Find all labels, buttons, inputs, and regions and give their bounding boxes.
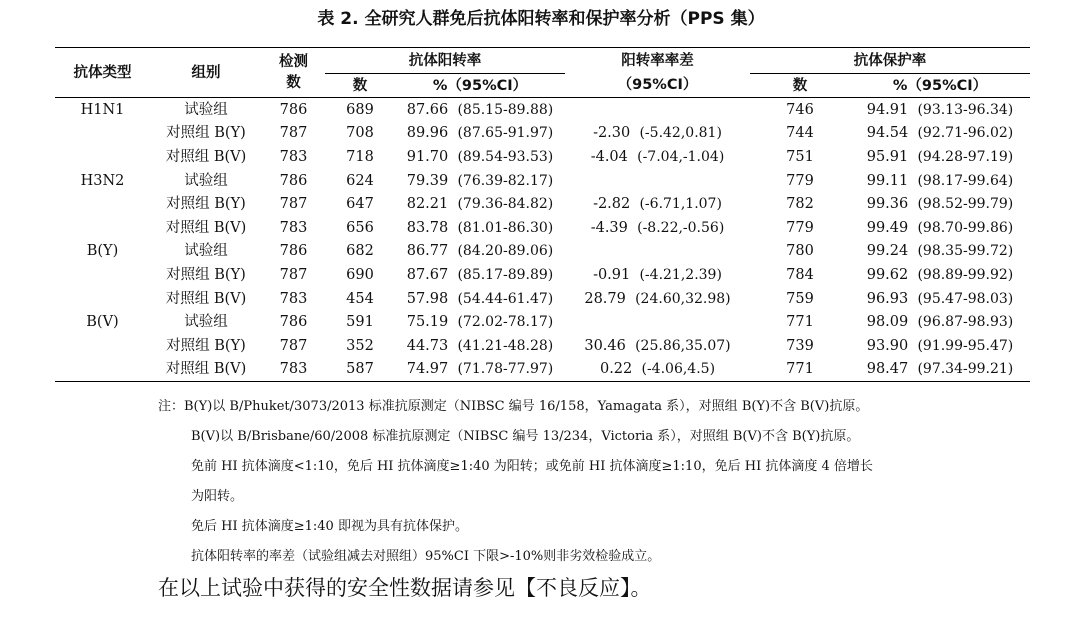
table-row — [55, 192, 1030, 216]
cell-seroconv-pct — [395, 192, 565, 216]
table-row — [55, 263, 1030, 287]
cell-diff-ci: (-4.06,4.5) — [641, 361, 716, 378]
cell-prot-pct-value: 94.91 — [866, 101, 909, 118]
cell-seroconv-pct-ci: (87.65-91.97) — [457, 125, 554, 142]
cell-antibody-type — [55, 192, 150, 216]
cell-seroconv-n: 587 — [325, 358, 395, 382]
cell-seroconv-pct-ci: (85.17-89.89) — [457, 266, 554, 283]
cell-tested: 787 — [279, 266, 308, 283]
cell-seroconv-pct-ci: (72.02-78.17) — [457, 314, 554, 331]
cell-seroconv-pct-ci: (79.36-84.82) — [457, 196, 554, 213]
cell-prot-n: 739 — [786, 337, 814, 354]
cell-prot-n: 779 — [786, 219, 814, 236]
cell-seroconv-pct — [395, 358, 565, 382]
cell-prot-pct — [850, 145, 1030, 169]
cell-seroconv-n: 689 — [346, 101, 374, 118]
cell-prot-pct-value: 99.36 — [866, 196, 909, 213]
cell-seroconv-n: 624 — [346, 172, 374, 189]
cell-seroconv-pct-value: 74.97 — [406, 361, 449, 378]
cell-diff-value: -0.91 — [593, 266, 631, 283]
cell-seroconv-pct-ci: (84.20-89.06) — [457, 243, 554, 260]
cell-group: 试验组 — [184, 172, 228, 189]
cell-seroconv-pct-value: 91.70 — [406, 148, 449, 165]
cell-diff-value: 0.22 — [599, 361, 633, 378]
cell-antibody-type: B(V) — [86, 314, 119, 331]
cell-tested: 787 — [279, 196, 308, 213]
footer-text: 在以上试验中获得的安全性数据请参见【不良反应】。 — [158, 576, 652, 600]
cell-seroconv-pct — [395, 145, 565, 169]
cell-antibody-type — [55, 287, 150, 311]
header-seroconv-pct: %（95%CI） — [395, 74, 565, 98]
table-notes — [158, 392, 873, 572]
cell-group: 对照组 B(V) — [165, 219, 247, 236]
cell-seroconv-pct-ci: (54.44-61.47) — [457, 290, 554, 307]
table-row — [55, 334, 1030, 358]
cell-seroconv-pct — [395, 287, 565, 311]
cell-group: 试验组 — [184, 314, 228, 331]
cell-diff-value: -4.04 — [590, 148, 628, 165]
cell-seroconv-n: 708 — [346, 125, 374, 142]
cell-prot-pct-ci: (96.87-98.93) — [917, 314, 1014, 331]
cell-diff — [565, 122, 750, 146]
cell-diff — [565, 334, 750, 358]
cell-group: 对照组 B(Y) — [166, 196, 246, 213]
note-line: 抗体阳转率的率差（试验组减去对照组）95%CI 下限>-10%则非劣效检验成立。 — [191, 549, 661, 564]
cell-antibody-type — [55, 122, 150, 146]
cell-seroconv-pct-value: 44.73 — [406, 337, 449, 354]
cell-diff-ci: (-4.21,2.39) — [639, 266, 722, 283]
cell-prot-n: 771 — [786, 314, 814, 331]
table-row — [55, 145, 1030, 169]
cell-prot-pct — [850, 169, 1030, 193]
cell-group: 对照组 B(V) — [165, 290, 247, 307]
cell-antibody-type: B(Y) — [86, 243, 119, 260]
cell-antibody-type — [55, 216, 150, 240]
cell-prot-pct-value: 94.54 — [866, 125, 909, 142]
table-row — [55, 310, 1030, 334]
cell-tested: 786 — [279, 243, 308, 260]
cell-seroconv-n: 454 — [346, 290, 374, 307]
cell-diff — [565, 358, 750, 382]
cell-group: 试验组 — [184, 243, 228, 260]
cell-prot-pct — [850, 240, 1030, 264]
cell-diff-ci: (-5.42,0.81) — [639, 125, 722, 142]
header-protection: 抗体保护率 — [750, 48, 1030, 74]
cell-tested: 786 — [279, 314, 308, 331]
cell-seroconv-n: 682 — [346, 243, 374, 260]
cell-diff — [565, 145, 750, 169]
cell-diff — [565, 310, 750, 334]
cell-group: 对照组 B(Y) — [166, 337, 246, 354]
cell-tested: 786 — [279, 172, 308, 189]
cell-group: 对照组 B(Y) — [166, 266, 246, 283]
cell-seroconv-pct — [395, 240, 565, 264]
cell-tested: 783 — [262, 358, 325, 382]
cell-seroconv-pct — [395, 98, 565, 122]
cell-prot-pct — [850, 358, 1030, 382]
cell-prot-pct — [850, 98, 1030, 122]
cell-diff-value: -2.82 — [593, 196, 631, 213]
cell-seroconv-pct-value: 87.67 — [406, 266, 449, 283]
cell-prot-pct — [850, 122, 1030, 146]
cell-seroconv-pct — [395, 310, 565, 334]
cell-seroconv-n: 647 — [346, 196, 374, 213]
header-seroconversion: 抗体阳转率 — [325, 48, 565, 74]
header-tested-line2: 数 — [286, 74, 301, 91]
cell-prot-n: 784 — [786, 266, 814, 283]
table-row — [55, 358, 1030, 382]
cell-prot-pct-value: 99.62 — [866, 266, 909, 283]
cell-prot-pct-ci: (98.70-99.86) — [917, 219, 1014, 236]
cell-prot-pct — [850, 192, 1030, 216]
cell-diff-ci: (25.86,35.07) — [635, 337, 731, 354]
cell-seroconv-pct-ci: (85.15-89.88) — [457, 101, 554, 118]
cell-seroconv-pct — [395, 169, 565, 193]
cell-tested: 783 — [279, 219, 308, 236]
cell-seroconv-n: 690 — [346, 266, 374, 283]
cell-prot-pct-ci: (91.99-95.47) — [917, 337, 1014, 354]
cell-prot-pct-ci: (98.17-99.64) — [917, 172, 1014, 189]
table-row — [55, 169, 1030, 193]
cell-antibody-type: H1N1 — [80, 101, 125, 118]
cell-seroconv-pct — [395, 216, 565, 240]
cell-prot-pct-value: 99.11 — [866, 172, 909, 189]
cell-seroconv-n: 352 — [346, 337, 374, 354]
cell-tested: 786 — [279, 101, 308, 118]
header-prot-pct: %（95%CI） — [850, 74, 1030, 98]
cell-diff-ci: (-6.71,1.07) — [639, 196, 722, 213]
cell-prot-pct-ci: (98.35-99.72) — [917, 243, 1014, 260]
table-row — [55, 122, 1030, 146]
cell-prot-pct-value: 98.47 — [866, 361, 909, 378]
table-title: 表 2. 全研究人群免后抗体阳转率和保护率分析（PPS 集） — [317, 9, 765, 29]
cell-prot-pct-value: 98.09 — [866, 314, 909, 331]
table-row — [55, 287, 1030, 311]
note-line: B(V)以 B/Brisbane/60/2008 标准抗原测定（NIBSC 编号 13/234，Victoria 系），对照组 B(V)不含 B(Y)抗原。 — [191, 429, 860, 444]
cell-diff-ci: (-7.04,-1.04) — [637, 148, 725, 165]
cell-diff — [565, 263, 750, 287]
cell-diff — [565, 240, 750, 264]
cell-prot-pct-value: 93.90 — [866, 337, 909, 354]
cell-group: 对照组 B(V) — [150, 358, 262, 382]
cell-diff-value: 28.79 — [584, 290, 626, 307]
cell-seroconv-pct-ci: (71.78-77.97) — [457, 361, 554, 378]
cell-prot-pct-value: 95.91 — [866, 148, 909, 165]
cell-prot-pct-ci: (94.28-97.19) — [917, 148, 1014, 165]
cell-seroconv-n: 718 — [346, 148, 374, 165]
cell-prot-pct-ci: (97.34-99.21) — [917, 361, 1014, 378]
cell-prot-pct — [850, 216, 1030, 240]
note-line: 免后 HI 抗体滴度≥1:40 即视为具有抗体保护。 — [191, 519, 468, 534]
cell-prot-pct-value: 96.93 — [866, 290, 909, 307]
header-diff: 阳转率率差 — [565, 48, 750, 74]
cell-prot-n: 751 — [786, 148, 814, 165]
cell-seroconv-pct-value: 82.21 — [406, 196, 449, 213]
cell-seroconv-pct — [395, 334, 565, 358]
header-diff-ci: （95%CI） — [565, 74, 750, 98]
cell-diff — [565, 192, 750, 216]
header-seroconv-n: 数 — [325, 74, 395, 98]
cell-seroconv-pct-ci: (76.39-82.17) — [457, 172, 554, 189]
cell-prot-pct-ci: (92.71-96.02) — [917, 125, 1014, 142]
cell-diff — [565, 216, 750, 240]
cell-prot-pct-ci: (93.13-96.34) — [917, 101, 1014, 118]
cell-seroconv-pct-value: 87.66 — [406, 101, 449, 118]
cell-prot-n: 759 — [786, 290, 814, 307]
table-row — [55, 240, 1030, 264]
cell-prot-n: 746 — [786, 101, 814, 118]
cell-prot-n: 782 — [786, 196, 814, 213]
cell-seroconv-n: 591 — [346, 314, 374, 331]
cell-group: 对照组 B(Y) — [166, 125, 246, 142]
table-body — [55, 98, 1030, 382]
header-tested-line1: 检测 — [279, 53, 308, 70]
cell-seroconv-pct-value: 83.78 — [406, 219, 449, 236]
cell-prot-pct-ci: (95.47-98.03) — [917, 290, 1014, 307]
cell-prot-pct — [850, 287, 1030, 311]
cell-antibody-type: H3N2 — [80, 172, 125, 189]
cell-diff — [565, 287, 750, 311]
note-line: 为阳转。 — [191, 489, 244, 504]
cell-prot-n: 771 — [750, 358, 850, 382]
cell-prot-pct — [850, 334, 1030, 358]
cell-antibody-type — [55, 334, 150, 358]
cell-diff — [565, 98, 750, 122]
cell-tested: 787 — [279, 125, 308, 142]
cell-prot-pct-value: 99.24 — [866, 243, 909, 260]
cell-seroconv-n: 656 — [346, 219, 374, 236]
cell-antibody-type — [55, 358, 150, 382]
cell-seroconv-pct-value: 57.98 — [406, 290, 449, 307]
cell-prot-pct-value: 99.49 — [866, 219, 909, 236]
cell-prot-n: 780 — [786, 243, 814, 260]
cell-seroconv-pct-value: 89.96 — [406, 125, 449, 142]
cell-seroconv-pct-value: 86.77 — [406, 243, 449, 260]
cell-tested: 787 — [279, 337, 308, 354]
cell-diff-ci: (24.60,32.98) — [635, 290, 731, 307]
cell-diff — [565, 169, 750, 193]
cell-prot-pct — [850, 263, 1030, 287]
cell-seroconv-pct-ci: (89.54-93.53) — [457, 148, 554, 165]
table-row — [55, 216, 1030, 240]
cell-seroconv-pct-value: 75.19 — [406, 314, 449, 331]
cell-diff-value: -2.30 — [593, 125, 631, 142]
header-antibody-type: 抗体类型 — [55, 48, 150, 98]
cell-prot-n: 779 — [786, 172, 814, 189]
cell-diff-value: 30.46 — [584, 337, 626, 354]
cell-diff-ci: (-8.22,-0.56) — [637, 219, 725, 236]
cell-diff-value: -4.39 — [590, 219, 628, 236]
cell-antibody-type — [55, 145, 150, 169]
header-group: 组别 — [150, 48, 262, 98]
header-prot-n: 数 — [750, 74, 850, 98]
table-row — [55, 98, 1030, 122]
cell-seroconv-pct — [395, 122, 565, 146]
cell-prot-pct-ci: (98.52-99.79) — [917, 196, 1014, 213]
cell-prot-pct-ci: (98.89-99.92) — [917, 266, 1014, 283]
cell-group: 试验组 — [184, 101, 228, 118]
cell-seroconv-pct-ci: (41.21-48.28) — [457, 337, 554, 354]
cell-antibody-type — [55, 263, 150, 287]
cell-seroconv-pct-ci: (81.01-86.30) — [457, 219, 554, 236]
cell-prot-n: 744 — [786, 125, 814, 142]
note-line: 注：B(Y)以 B/Phuket/3073/2013 标准抗原测定（NIBSC 编号 16/158，Yamagata 系），对照组 B(Y)不含 B(V)抗原。 — [158, 399, 869, 414]
cell-tested: 783 — [279, 148, 308, 165]
cell-group: 对照组 B(V) — [165, 148, 247, 165]
cell-seroconv-pct-value: 79.39 — [406, 172, 449, 189]
note-line: 免前 HI 抗体滴度<1:10，免后 HI 抗体滴度≥1:40 为阳转；或免前 HI 抗体滴度≥1:10，免后 HI 抗体滴度 4 倍增长 — [191, 459, 873, 474]
cell-seroconv-pct — [395, 263, 565, 287]
cell-tested: 783 — [279, 290, 308, 307]
header-tested — [262, 48, 325, 98]
results-table — [55, 47, 1030, 382]
cell-prot-pct — [850, 310, 1030, 334]
